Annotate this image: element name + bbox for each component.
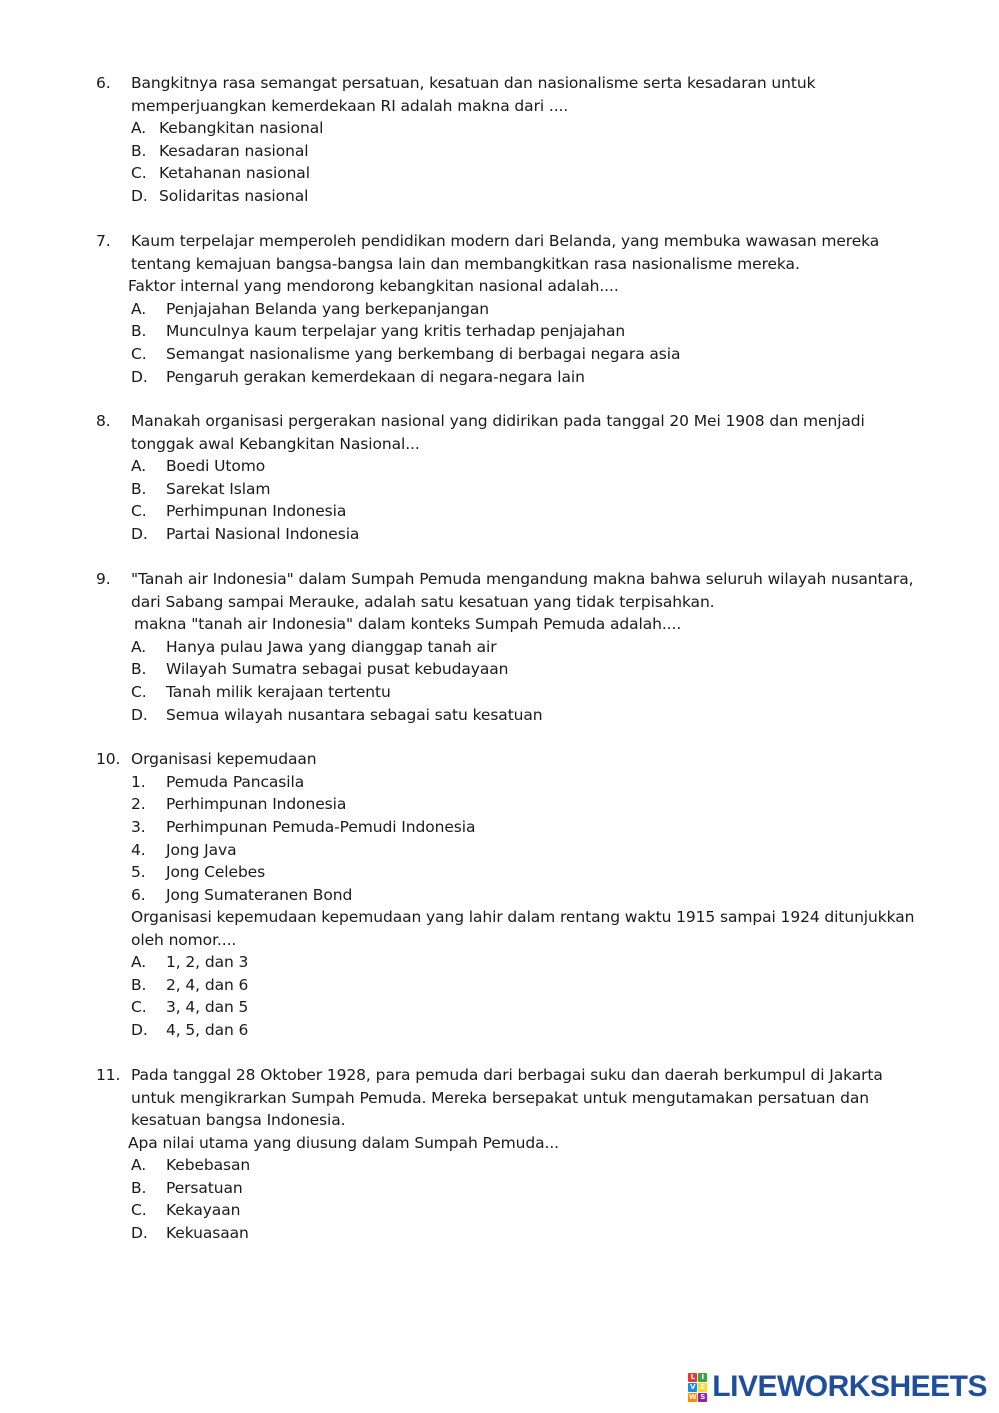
question-stem-line: Apa nilai utama yang diusung dalam Sumpah Pemuda... [128, 1134, 559, 1152]
logo-cell: W [688, 1393, 697, 1401]
option-text[interactable]: Boedi Utomo [166, 457, 266, 475]
list-item-number: 6. [131, 886, 146, 904]
option-letter: B. [131, 1179, 147, 1197]
question-stem-line: makna "tanah air Indonesia" dalam konteks Sumpah Pemuda adalah.... [134, 615, 682, 633]
option-letter: D. [131, 368, 148, 386]
question-stem-line: oleh nomor.... [131, 931, 237, 949]
liveworksheets-footer [688, 1370, 987, 1404]
question-stem-line: kesatuan bangsa Indonesia. [131, 1111, 346, 1129]
question-stem-line: Organisasi kepemudaan kepemudaan yang lahir dalam rentang waktu 1915 sampai 1924 ditunjukkan [131, 908, 915, 926]
question-number: 6. [96, 74, 111, 92]
option-letter: C. [131, 502, 147, 520]
question-stem-line: Pada tanggal 28 Oktober 1928, para pemuda dari berbagai suku dan daerah berkumpul di Jakarta [131, 1066, 883, 1084]
option-letter: D. [131, 706, 148, 724]
option-text[interactable]: Perhimpunan Indonesia [166, 502, 347, 520]
option-text[interactable]: Hanya pulau Jawa yang dianggap tanah air [166, 638, 497, 656]
option-text[interactable]: Kesadaran nasional [159, 142, 309, 160]
option-letter: C. [131, 164, 147, 182]
list-item-number: 2. [131, 795, 146, 813]
list-item-number: 4. [131, 841, 146, 859]
option-text[interactable]: Kekuasaan [166, 1224, 249, 1242]
option-text[interactable]: Partai Nasional Indonesia [166, 525, 360, 543]
option-text[interactable]: Wilayah Sumatra sebagai pusat kebudayaan [166, 660, 509, 678]
option-text[interactable]: Sarekat Islam [166, 480, 271, 498]
option-letter: B. [131, 480, 147, 498]
question-stem-line: Organisasi kepemudaan [131, 750, 317, 768]
option-text[interactable]: Persatuan [166, 1179, 243, 1197]
option-letter: B. [131, 660, 147, 678]
option-letter: D. [131, 187, 148, 205]
list-item-number: 1. [131, 773, 146, 791]
option-text[interactable]: Kekayaan [166, 1201, 241, 1219]
question-stem-line: dari Sabang sampai Merauke, adalah satu kesatuan yang tidak terpisahkan. [131, 593, 715, 611]
option-text[interactable]: 2, 4, dan 6 [166, 976, 249, 994]
option-text[interactable]: Semangat nasionalisme yang berkembang di berbagai negara asia [166, 345, 681, 363]
option-letter: A. [131, 953, 147, 971]
question-stem-line: Bangkitnya rasa semangat persatuan, kesatuan dan nasionalisme serta kesadaran untuk [131, 74, 816, 92]
option-letter: A. [131, 638, 147, 656]
question-number: 11. [96, 1066, 121, 1084]
option-letter: A. [131, 119, 147, 137]
option-letter: A. [131, 457, 147, 475]
question-stem-line: Manakah organisasi pergerakan nasional yang didirikan pada tanggal 20 Mei 1908 dan menjadi [131, 412, 865, 430]
option-text[interactable]: Pengaruh gerakan kemerdekaan di negara-negara lain [166, 368, 585, 386]
question-stem-line: "Tanah air Indonesia" dalam Sumpah Pemuda mengandung makna bahwa seluruh wilayah nusantara, [131, 570, 914, 588]
option-letter: A. [131, 300, 147, 318]
logo-cell: E [698, 1383, 707, 1392]
option-letter: D. [131, 1224, 148, 1242]
option-letter: C. [131, 1201, 147, 1219]
option-text[interactable]: Ketahanan nasional [159, 164, 310, 182]
logo-cell: V [690, 1383, 696, 1391]
option-text[interactable]: Solidaritas nasional [159, 187, 309, 205]
list-item-text: Perhimpunan Pemuda-Pemudi Indonesia [166, 818, 476, 836]
option-text[interactable]: Munculnya kaum terpelajar yang kritis terhadap penjajahan [166, 322, 626, 340]
question-stem-line: tentang kemajuan bangsa-bangsa lain dan membangkitkan rasa nasionalisme mereka. [131, 255, 800, 273]
list-item-number: 5. [131, 863, 146, 881]
option-letter: C. [131, 683, 147, 701]
question-stem-line: Kaum terpelajar memperoleh pendidikan modern dari Belanda, yang membuka wawasan mereka [131, 232, 880, 250]
option-text[interactable]: 1, 2, dan 3 [166, 953, 249, 971]
option-letter: A. [131, 1156, 147, 1174]
option-text[interactable]: 4, 5, dan 6 [166, 1021, 249, 1039]
option-letter: B. [131, 322, 147, 340]
question-number: 9. [96, 570, 111, 588]
option-letter: D. [131, 1021, 148, 1039]
option-text[interactable]: Tanah milik kerajaan tertentu [166, 683, 391, 701]
list-item-text: Jong Java [166, 841, 237, 859]
list-item-text: Perhimpunan Indonesia [166, 795, 347, 813]
question-stem-line: memperjuangkan kemerdekaan RI adalah makna dari .... [131, 97, 569, 115]
question-stem-line: tonggak awal Kebangkitan Nasional... [131, 435, 420, 453]
option-text[interactable]: 3, 4, dan 5 [166, 998, 249, 1016]
list-item-text: Jong Celebes [166, 863, 266, 881]
option-letter: D. [131, 525, 148, 543]
option-letter: B. [131, 142, 147, 160]
logo-cell: S [700, 1393, 706, 1401]
brand-wordmark: LIVEWORKSHEETS [712, 1370, 987, 1403]
option-letter: C. [131, 998, 147, 1016]
list-item-text: Pemuda Pancasila [166, 773, 305, 791]
list-item-text: Jong Sumateranen Bond [166, 886, 353, 904]
option-letter: C. [131, 345, 147, 363]
logo-cell: I [698, 1373, 707, 1382]
question-number: 7. [96, 232, 111, 250]
option-text[interactable]: Kebangkitan nasional [159, 119, 324, 137]
option-text[interactable]: Penjajahan Belanda yang berkepanjangan [166, 300, 490, 318]
question-stem-line: untuk mengikrarkan Sumpah Pemuda. Mereka bersepakat untuk mengutamakan persatuan dan [131, 1089, 869, 1107]
question-stem-line: Faktor internal yang mendorong kebangkitan nasional adalah.... [128, 277, 619, 295]
question-number: 8. [96, 412, 111, 430]
option-text[interactable]: Semua wilayah nusantara sebagai satu kesatuan [166, 706, 543, 724]
liveworksheets-logo-icon [688, 1373, 707, 1402]
option-letter: B. [131, 976, 147, 994]
question-number: 10. [96, 750, 121, 768]
option-text[interactable]: Kebebasan [166, 1156, 251, 1174]
list-item-number: 3. [131, 818, 146, 836]
logo-cell: L [688, 1373, 697, 1382]
